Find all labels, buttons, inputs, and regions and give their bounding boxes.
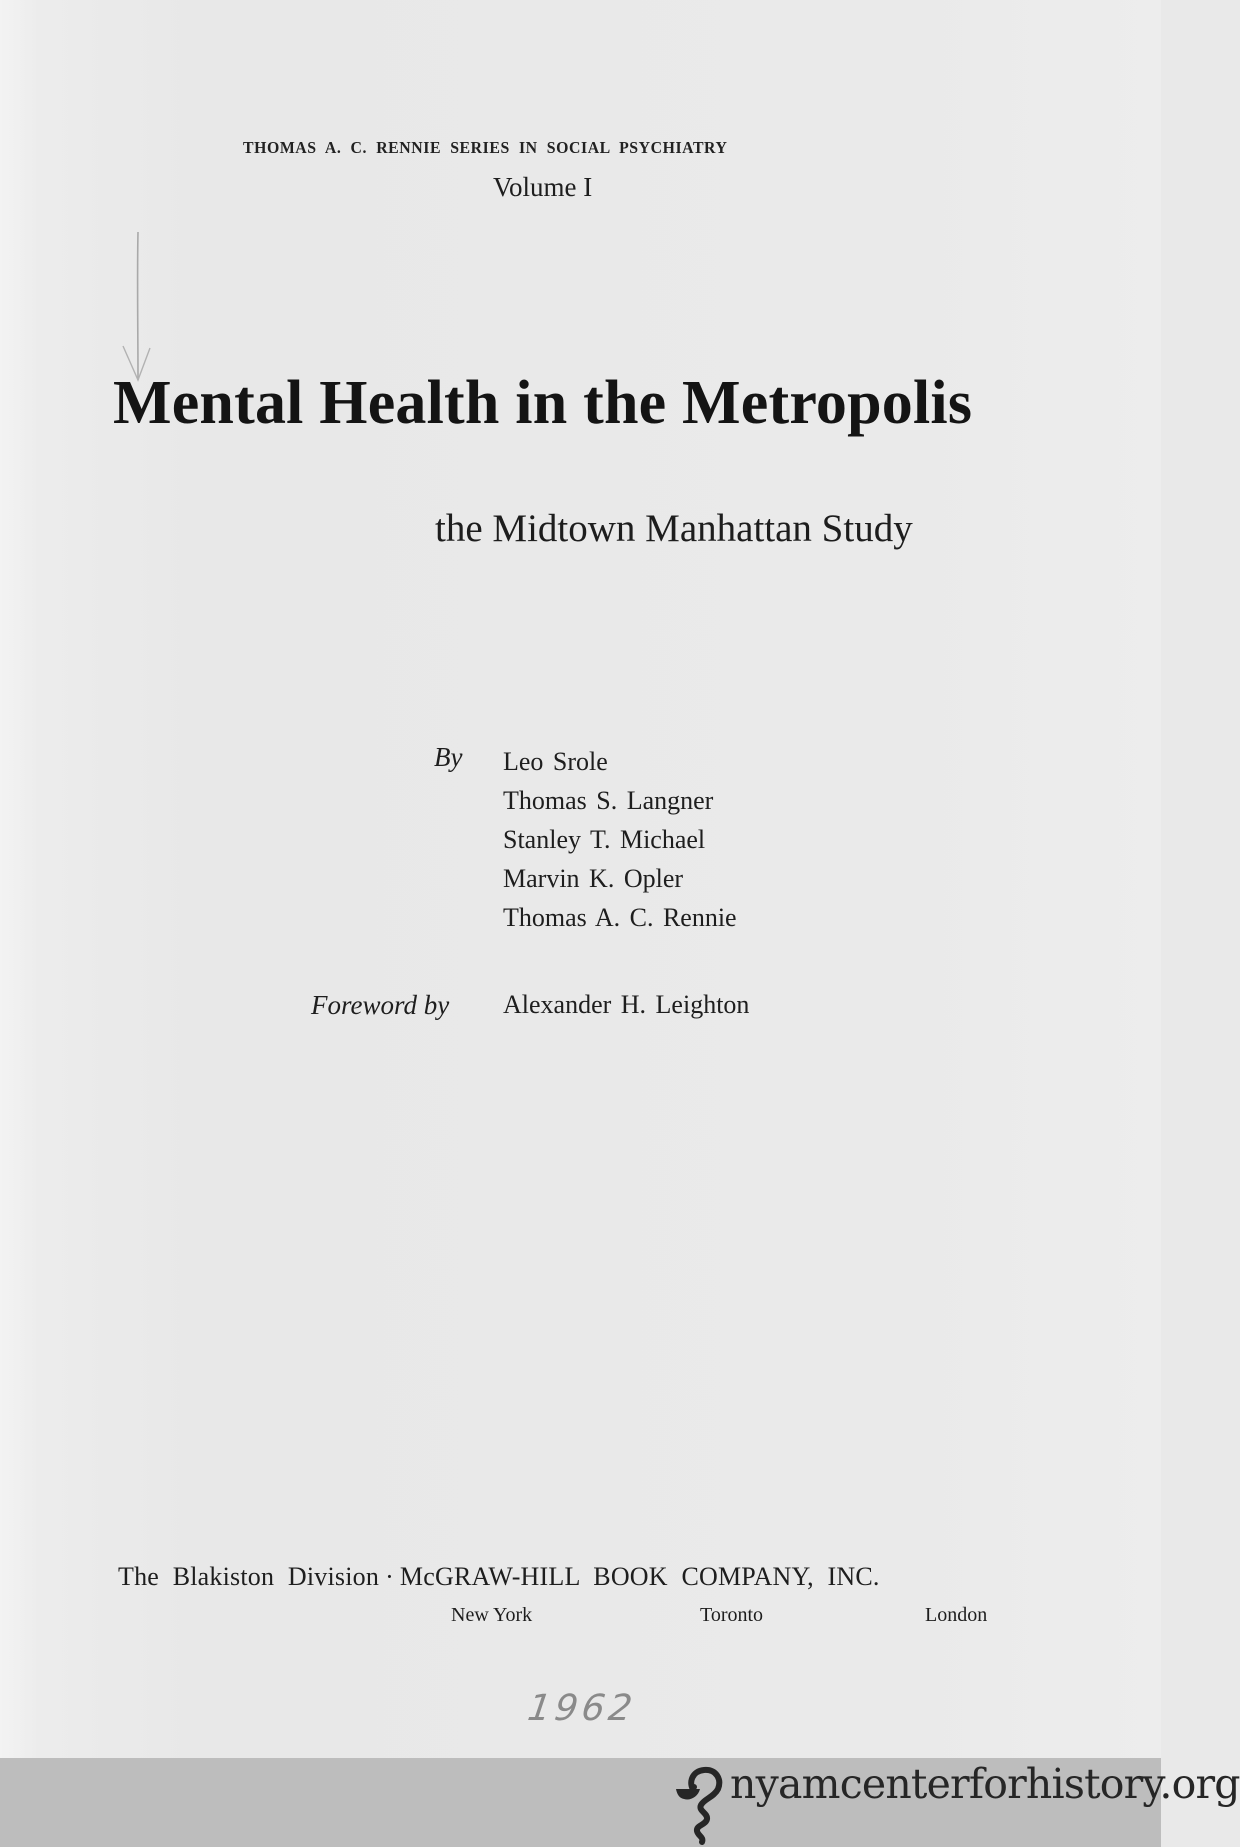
author-list xyxy=(503,742,737,937)
book-subtitle: the Midtown Manhattan Study xyxy=(435,507,913,550)
publisher-division: The Blakiston Division xyxy=(118,1562,380,1591)
volume-number: Volume I xyxy=(493,172,593,202)
bowl-of-hygieia-icon xyxy=(674,1765,724,1843)
pencil-arrow-mark xyxy=(120,228,160,388)
author-name: Thomas S. Langner xyxy=(503,786,714,815)
handwritten-year: 1962 xyxy=(525,1688,639,1729)
city-toronto: Toronto xyxy=(700,1604,764,1626)
by-label: By xyxy=(434,742,463,772)
author-name: Marvin K. Opler xyxy=(503,864,684,893)
series-title: THOMAS A. C. RENNIE SERIES IN SOCIAL PSYCHIATRY xyxy=(243,138,728,157)
book-title: Mental Health in the Metropolis xyxy=(113,369,973,437)
city-new-york: New York xyxy=(451,1604,533,1626)
author-name: Stanley T. Michael xyxy=(503,825,706,854)
separator-dot: · xyxy=(385,1562,394,1591)
foreword-author: Alexander H. Leighton xyxy=(503,990,750,1019)
city-london: London xyxy=(925,1604,988,1626)
publisher-line xyxy=(118,1562,880,1592)
website-link[interactable]: nyamcenterforhistory.org xyxy=(730,1760,1240,1808)
foreword-label: Foreword by xyxy=(311,990,450,1020)
author-name: Leo Srole xyxy=(503,747,608,776)
author-name: Thomas A. C. Rennie xyxy=(503,903,737,932)
publisher-name: McGRAW-HILL BOOK COMPANY, INC. xyxy=(399,1562,880,1591)
